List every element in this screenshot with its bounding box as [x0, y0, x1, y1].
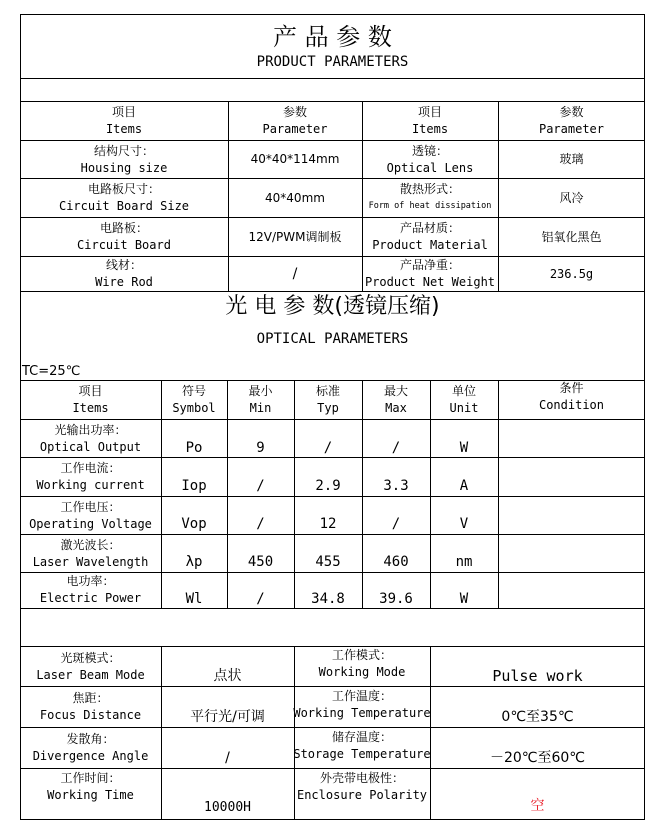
- storage-temperature-value: －20℃至60℃: [489, 750, 586, 766]
- opt-header-max: 最大 Max: [383, 384, 408, 415]
- working-time-value: 10000H: [204, 800, 251, 815]
- laser-wavelength-min: 450: [247, 554, 274, 570]
- optical-output-symbol: Po: [185, 440, 203, 456]
- operating-voltage-symbol: Vop: [181, 516, 207, 532]
- enclosure-polarity-label: 外壳带电极性： Enclosure Polarity: [296, 771, 428, 802]
- electric-power-min: /: [256, 591, 265, 607]
- heat-dissipation-label: 散热形式： Form of heat dissipation: [368, 182, 492, 211]
- product-material-value: 铝氧化黑色: [541, 229, 602, 244]
- electric-power-symbol: Wl: [185, 591, 203, 607]
- optical-output-unit: W: [459, 440, 469, 456]
- optical-title-cn: 光 电 参 数(透镜压缩): [225, 294, 440, 319]
- opt-header-symbol: 符号 Symbol: [172, 384, 216, 415]
- electric-power-max: 39.6: [379, 591, 413, 607]
- operating-voltage-max: /: [391, 516, 401, 532]
- working-current-max: 3.3: [383, 478, 409, 494]
- col-header-items-2: 项目 Items: [411, 105, 449, 136]
- optical-output-typ: /: [323, 440, 333, 456]
- working-time-label: 工作时间： Working Time: [47, 771, 134, 802]
- laser-wavelength-symbol: λp: [185, 554, 203, 570]
- opt-header-unit: 单位 Unit: [449, 384, 479, 415]
- wire-rod-value: /: [292, 265, 298, 282]
- operating-voltage-unit: V: [459, 516, 469, 532]
- working-temperature-value: 0℃至35℃: [501, 709, 574, 725]
- optical-lens-label: 透镜： Optical Lens: [386, 143, 474, 175]
- laser-wavelength-label: 激光波长： Laser Wavelength: [32, 537, 149, 569]
- electric-power-unit: W: [459, 591, 469, 607]
- working-mode-label: 工作模式： Working Mode: [318, 648, 406, 679]
- col-header-parameter-1: 参数 Parameter: [262, 105, 328, 136]
- focus-distance-label: 焦距： Focus Distance: [39, 691, 142, 722]
- storage-temperature-label: 储存温度： Storage Temperature: [293, 730, 431, 761]
- beam-mode-label: 光斑模式： Laser Beam Mode: [36, 650, 145, 682]
- net-weight-value: 236.5g: [549, 266, 594, 281]
- laser-wavelength-typ: 455: [315, 554, 341, 570]
- divergence-angle-value: /: [225, 750, 230, 766]
- working-current-symbol: Iop: [181, 478, 207, 494]
- beam-mode-value: 点状: [213, 668, 242, 684]
- optical-title-en: OPTICAL PARAMETERS: [256, 331, 409, 347]
- electric-power-label: 电功率： Electric Power: [39, 574, 142, 605]
- operating-voltage-label: 工作电压： Operating Voltage: [29, 499, 152, 531]
- optical-output-label: 光输出功率： Optical Output: [39, 422, 142, 454]
- working-current-unit: A: [459, 478, 469, 494]
- divergence-angle-label: 发散角： Divergence Angle: [32, 732, 149, 763]
- col-header-parameter-2: 参数 Parameter: [538, 105, 605, 136]
- circuit-board-label: 电路板： Circuit Board: [77, 221, 171, 252]
- working-current-typ: 2.9: [315, 478, 341, 494]
- circuit-board-size-label: 电路板尺寸： Circuit Board Size: [58, 182, 190, 213]
- operating-voltage-typ: 12: [319, 516, 337, 532]
- circuit-board-value: 12V/PWM调制板: [248, 229, 342, 244]
- working-mode-value: Pulse work: [492, 667, 583, 685]
- opt-header-typ: 标准 Typ: [315, 384, 340, 415]
- optical-lens-value: 玻璃: [559, 152, 584, 166]
- optical-output-min: 9: [256, 440, 265, 456]
- opt-header-items: 项目 Items: [72, 384, 109, 415]
- optical-output-max: /: [391, 440, 401, 456]
- opt-header-min: 最小 Min: [248, 384, 273, 415]
- operating-voltage-min: /: [256, 516, 265, 532]
- housing-size-value: 40*40*114mm: [250, 152, 340, 166]
- laser-wavelength-max: 460: [383, 554, 409, 570]
- circuit-board-size-value: 40*40mm: [265, 190, 325, 205]
- wire-rod-label: 线材： Wire Rod: [95, 258, 153, 289]
- page-title-en: PRODUCT PARAMETERS: [256, 54, 409, 70]
- working-current-label: 工作电流： Working current: [36, 461, 145, 492]
- electric-power-typ: 34.8: [311, 591, 345, 607]
- enclosure-polarity-value: 空: [530, 798, 545, 814]
- tc-label: TC=25℃: [22, 364, 81, 379]
- housing-size-label: 结构尺寸： Housing size: [80, 143, 168, 175]
- net-weight-label: 产品净重： Product Net Weight: [364, 258, 496, 289]
- product-material-label: 产品材质： Product Material: [372, 221, 488, 252]
- col-header-items-1: 项目 Items: [105, 105, 143, 136]
- heat-dissipation-value: 风冷: [559, 190, 584, 205]
- page-title-cn: 产 品 参 数: [273, 23, 392, 51]
- working-temperature-label: 工作温度： Working Temperature: [293, 689, 431, 720]
- laser-wavelength-unit: nm: [455, 554, 473, 570]
- working-current-min: /: [256, 478, 265, 494]
- opt-header-condition: 条件 Condition: [538, 381, 605, 412]
- focus-distance-value: 平行光/可调: [190, 709, 265, 725]
